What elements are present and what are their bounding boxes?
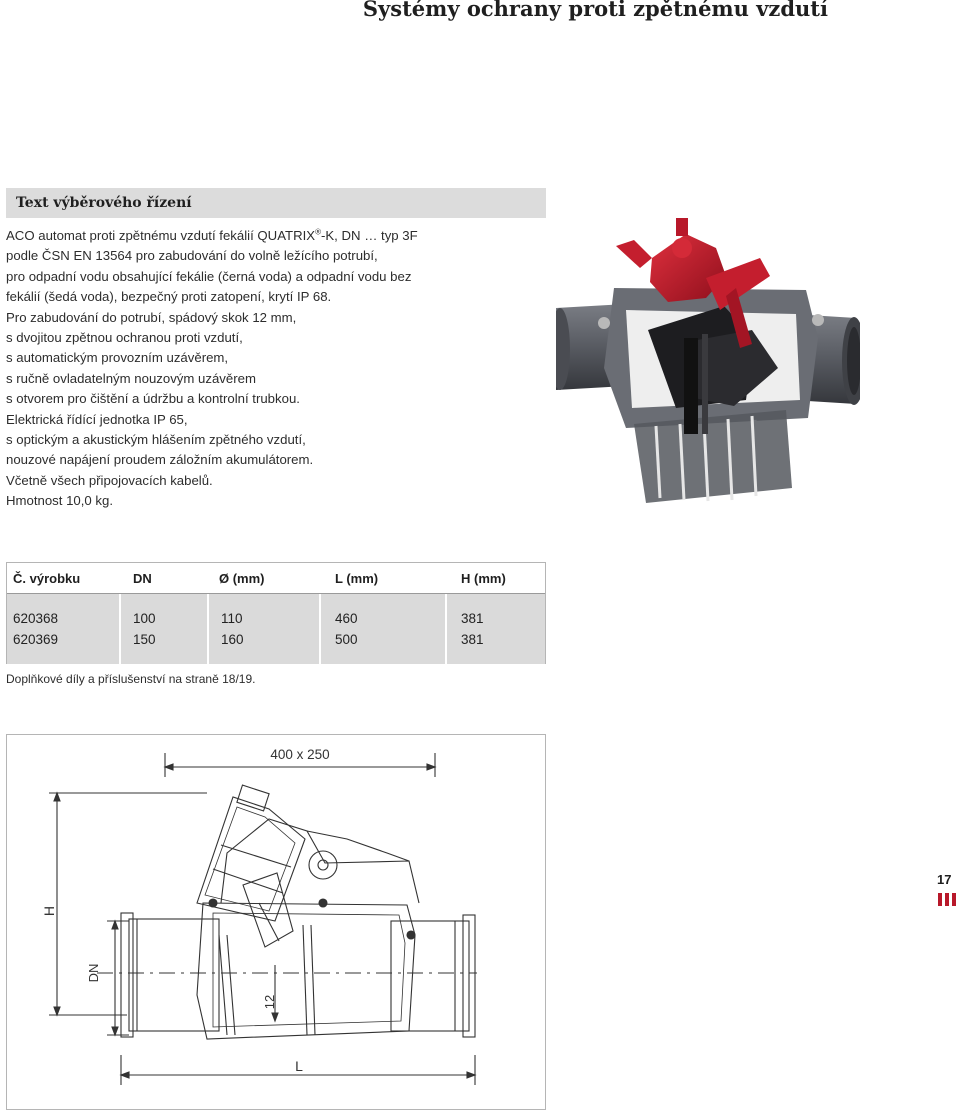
drop-12mm-label: 12 (262, 994, 277, 1010)
col-header-length: L (mm) (335, 571, 379, 586)
description-line: s optickým a akustickým hlášením zpětného vzdutí, (6, 432, 306, 448)
description-line: s otvorem pro čištění a údržbu a kontrolní trubkou. (6, 391, 300, 407)
opening-size-label: 400 x 250 (270, 747, 330, 762)
description-line: pro odpadní vodu obsahující fekálie (černá voda) a odpadní vodu bez (6, 268, 412, 284)
description-line: ACO automat proti zpětnému vzdutí fekálií QUATRIX®-K, DN … typ 3F (6, 227, 418, 243)
col-header-height: H (mm) (461, 571, 506, 586)
table-cell: 500 (335, 632, 358, 647)
description-line: nouzové napájení proudem záložním akumulátorem. (6, 452, 314, 468)
description-line: Hmotnost 10,0 kg. (6, 493, 114, 509)
table-cell: 460 (335, 611, 358, 626)
dn-label: DN (86, 963, 101, 983)
col-header-diameter: Ø (mm) (219, 571, 265, 586)
column-divider (445, 594, 447, 664)
column-divider (319, 594, 321, 664)
table-body (7, 593, 545, 664)
height-label: H (41, 905, 57, 917)
description-line: s dvojitou zpětnou ochranou proti vzdutí, (6, 330, 243, 346)
table-cell: 150 (133, 632, 156, 647)
column-divider (207, 594, 209, 664)
table-cell: 620369 (13, 632, 59, 647)
brand-bars-icon (938, 893, 956, 906)
description-line: fekálií (šedá voda), bezpečný proti zatopení, krytí IP 68. (6, 289, 332, 305)
section-header (6, 188, 546, 218)
section-title: Text výběrového řízení (16, 195, 192, 211)
table-header-row (7, 563, 545, 593)
length-label: L (295, 1058, 303, 1074)
column-divider (119, 594, 121, 664)
description-line: podle ČSN EN 13564 pro zabudování do volně ležícího potrubí, (6, 248, 378, 264)
description-line: Pro zabudování do potrubí, spádový skok 12 mm, (6, 309, 297, 325)
drawing-canvas (7, 735, 545, 1109)
table-cell: 110 (221, 611, 243, 626)
tender-description (6, 226, 476, 512)
product-photo (556, 218, 860, 508)
table-cell: 100 (133, 611, 156, 626)
description-line: s ručně ovladatelným nouzovým uzávěrem (6, 370, 256, 386)
table-cell: 160 (221, 632, 244, 647)
table-cell: 381 (461, 611, 484, 626)
description-line: Včetně všech připojovacích kabelů. (6, 472, 213, 488)
page-title: Systémy ochrany proti zpětnému vzdutí (362, 0, 828, 21)
col-header-dn: DN (133, 571, 152, 586)
technical-drawing (6, 734, 546, 1110)
accessories-note: Doplňkové díly a příslušenství na straně 18/19. (6, 672, 256, 686)
product-spec-table (6, 562, 546, 664)
col-header-product-no: Č. výrobku (13, 571, 81, 586)
registered-mark: ® (315, 227, 321, 237)
description-line: s automatickým provozním uzávěrem, (6, 350, 229, 366)
table-cell: 620368 (13, 611, 59, 626)
description-line: Elektrická řídící jednotka IP 65, (6, 411, 188, 427)
table-cell: 381 (461, 632, 484, 647)
page-number: 17 (937, 872, 952, 887)
